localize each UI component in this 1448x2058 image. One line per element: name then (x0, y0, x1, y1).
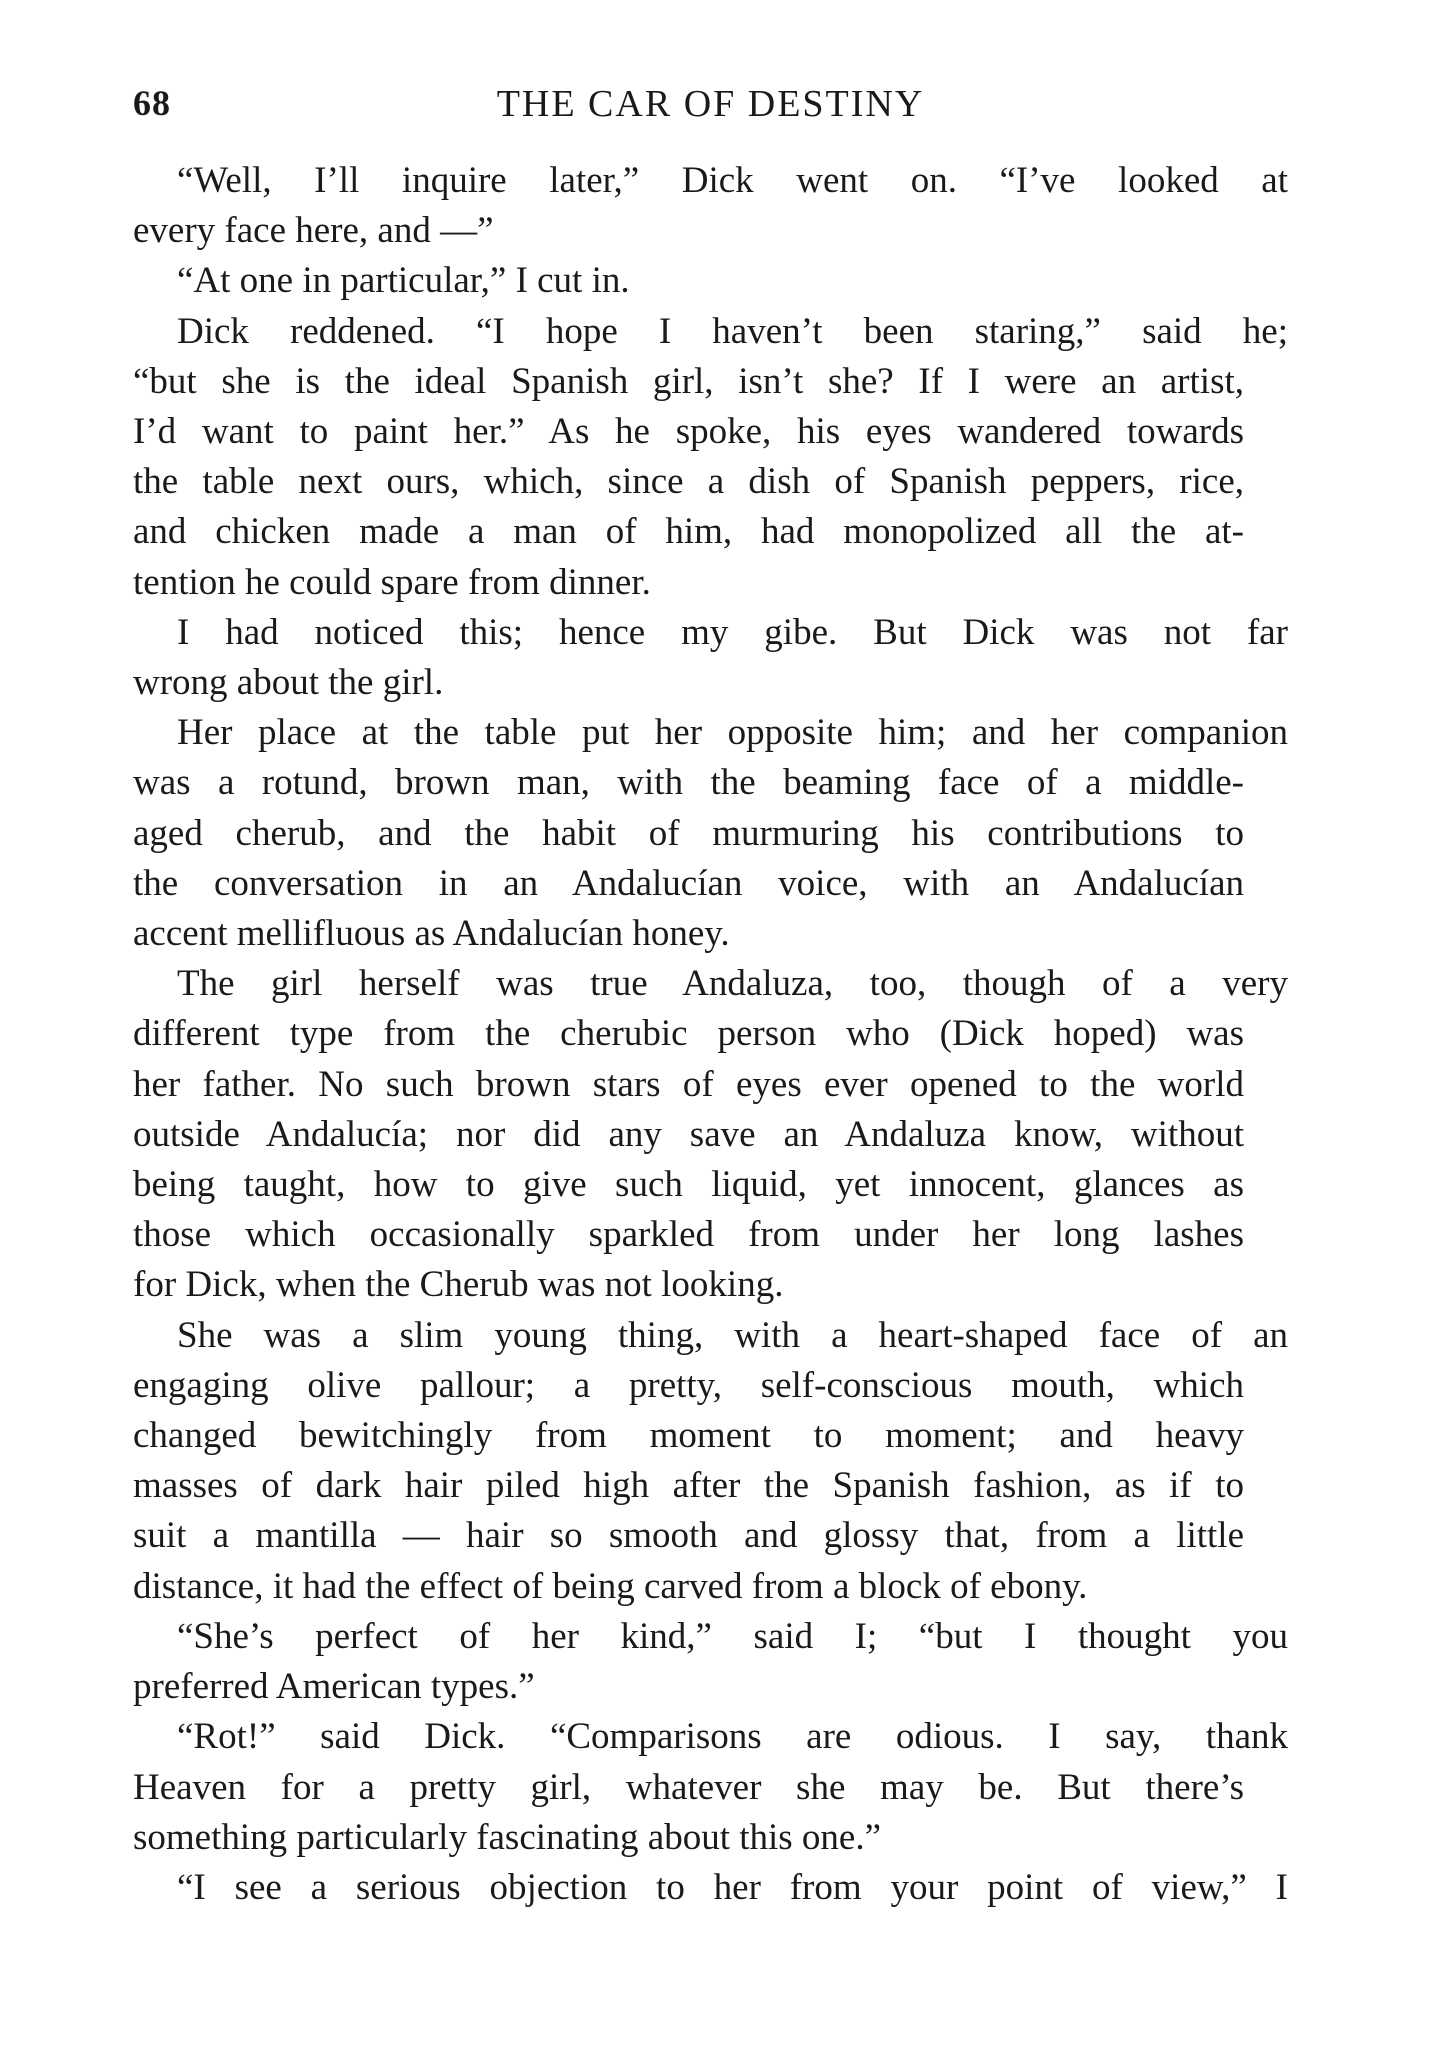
paragraph (133, 1311, 1288, 1612)
text-line: the table next ours, which, since a dish of Spanish peppers, rice, (133, 461, 1244, 503)
text-line: “Well, I’ll inquire later,” Dick went on. “I’ve looked at (177, 160, 1288, 201)
text-line: I’d want to paint her.” As he spoke, his eyes wandered towards (133, 411, 1244, 453)
text-line: Her place at the table put her opposite him; and her companion (177, 712, 1288, 754)
page-number: 68 (133, 83, 171, 123)
text-line: She was a slim young thing, with a heart-shaped face of an (177, 1314, 1288, 1356)
paragraph (133, 307, 1288, 608)
text-line: every face here, and —” (133, 210, 494, 252)
text-line: masses of dark hair piled high after the Spanish fashion, as if to (133, 1465, 1244, 1507)
text-line: for Dick, when the Cherub was not looking. (133, 1264, 784, 1306)
text-line: being taught, how to give such liquid, yet innocent, glances as (133, 1164, 1244, 1206)
text-line: her father. No such brown stars of eyes ever opened to the world (133, 1063, 1244, 1105)
text-line: changed bewitchingly from moment to moment; and heavy (133, 1415, 1244, 1457)
text-line: distance, it had the effect of being carved from a block of ebony. (133, 1565, 1088, 1607)
paragraph (133, 959, 1288, 1310)
text-line: suit a mantilla — hair so smooth and glossy that, from a little (133, 1515, 1244, 1557)
paragraph (133, 1863, 1288, 1913)
paragraph (133, 156, 1288, 256)
text-line: and chicken made a man of him, had monopolized all the at- (133, 511, 1244, 553)
body-text (133, 156, 1288, 1913)
paragraph (133, 1712, 1288, 1863)
text-line: the conversation in an Andalucían voice, with an Andalucían (133, 862, 1244, 904)
text-line: “At one in particular,” I cut in. (177, 260, 630, 302)
text-line: “I see a serious objection to her from your point of view,” I (177, 1866, 1288, 1908)
paragraph (133, 608, 1288, 708)
text-line: engaging olive pallour; a pretty, self-conscious mouth, which (133, 1364, 1244, 1406)
text-line: aged cherub, and the habit of murmuring his contributions to (133, 812, 1244, 854)
text-line: Heaven for a pretty girl, whatever she may be. But there’s (133, 1766, 1244, 1808)
paragraph (133, 256, 1288, 306)
text-line: something particularly fascinating about this one.” (133, 1816, 882, 1858)
text-line: wrong about the girl. (133, 662, 444, 704)
text-line: outside Andalucía; nor did any save an Andaluza know, without (133, 1113, 1244, 1155)
text-line: “She’s perfect of her kind,” said I; “but I thought you (177, 1615, 1288, 1657)
running-title: THE CAR OF DESTINY (496, 83, 925, 125)
text-line: I had noticed this; hence my gibe. But Dick was not far (177, 611, 1288, 653)
text-line: “but she is the ideal Spanish girl, isn’t she? If I were an artist, (133, 360, 1244, 402)
text-line: those which occasionally sparkled from under her long lashes (133, 1214, 1244, 1256)
paragraph (133, 708, 1288, 959)
page-header (133, 82, 1288, 132)
text-line: was a rotund, brown man, with the beaming face of a middle- (133, 762, 1244, 804)
text-line: Dick reddened. “I hope I haven’t been staring,” said he; (177, 310, 1288, 352)
paragraph (133, 1612, 1288, 1712)
text-line: preferred American types.” (133, 1666, 535, 1708)
text-line: accent mellifluous as Andalucían honey. (133, 913, 730, 955)
text-line: tention he could spare from dinner. (133, 561, 651, 603)
text-line: The girl herself was true Andaluza, too, though of a very (177, 963, 1288, 1005)
text-line: different type from the cherubic person who (Dick hoped) was (133, 1013, 1244, 1055)
text-line: “Rot!” said Dick. “Comparisons are odious. I say, thank (177, 1716, 1288, 1758)
